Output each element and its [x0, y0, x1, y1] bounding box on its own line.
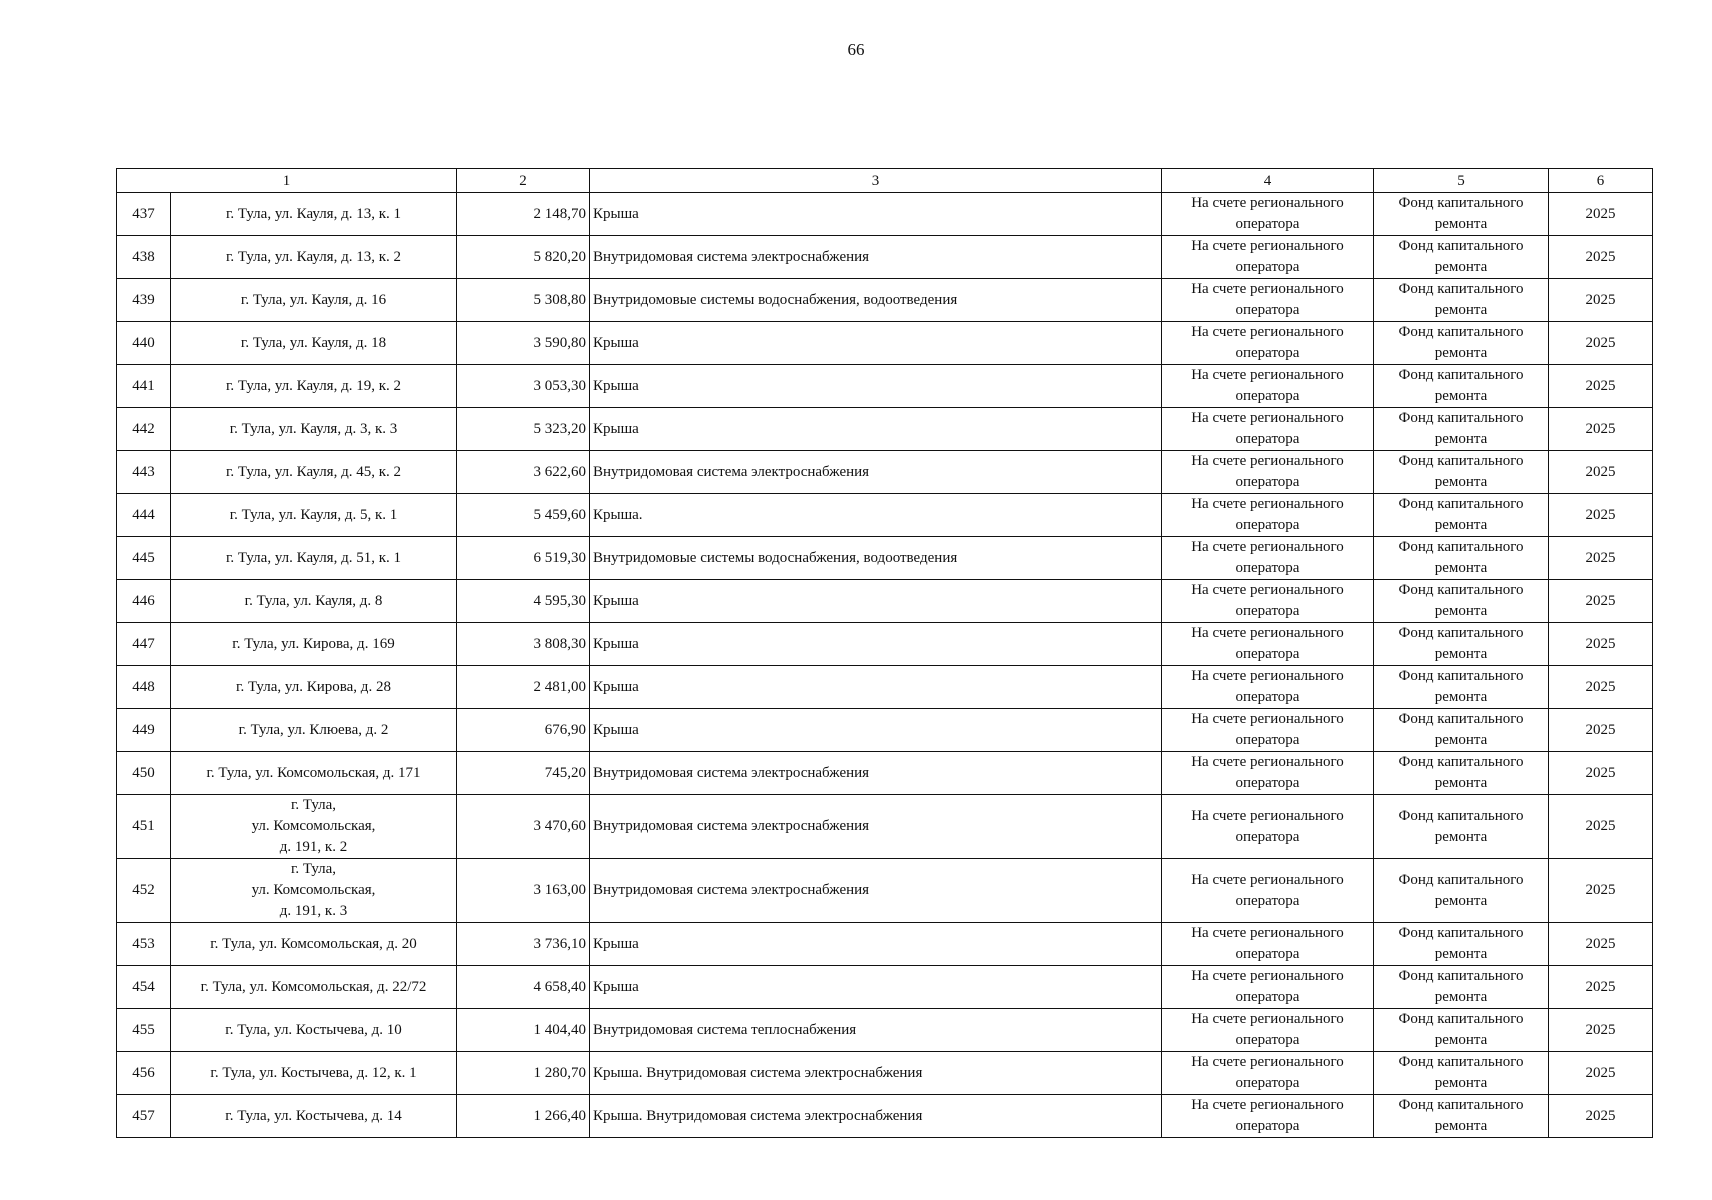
funding-source-cell-line: ремонта [1434, 1075, 1488, 1091]
table-row [117, 859, 1653, 923]
area-cell: 3 053,30 [457, 365, 590, 408]
work-type-cell: Крыша [590, 322, 1162, 365]
funding-source-cell-line: Фонд капитального [1398, 195, 1524, 211]
address-cell [171, 236, 457, 279]
header-cell-1: 1 [117, 169, 457, 193]
address-cell [171, 1009, 457, 1052]
address-cell [171, 752, 457, 795]
area-cell: 1 404,40 [457, 1009, 590, 1052]
account-status-cell-line: оператора [1235, 560, 1300, 576]
account-status-cell-line: На счете регионального [1191, 1054, 1344, 1070]
address-cell-line: г. Тула, ул. Кауля, д. 13, к. 1 [225, 205, 402, 222]
year-cell: 2025 [1549, 752, 1653, 795]
year-cell: 2025 [1549, 451, 1653, 494]
funding-source-cell-line: ремонта [1434, 989, 1488, 1005]
table-row [117, 322, 1653, 365]
account-status-cell-line: На счете регионального [1191, 367, 1344, 383]
account-status-cell-line: оператора [1235, 345, 1300, 361]
address-cell-line: г. Тула, ул. Кирова, д. 28 [236, 678, 391, 695]
address-cell-line: д. 191, к. 2 [279, 839, 348, 855]
year-cell: 2025 [1549, 923, 1653, 966]
header-cell-2: 2 [457, 169, 590, 193]
account-status-cell-line: На счете регионального [1191, 539, 1344, 555]
funding-source-cell-line: ремонта [1434, 828, 1488, 845]
row-number-cell: 456 [117, 1052, 171, 1095]
row-number-cell: 452 [117, 859, 171, 923]
work-type-cell: Крыша. Внутридомовая система электроснабжения [590, 1095, 1162, 1138]
address-cell-line: г. Тула, ул. Комсомольская, д. 22/72 [200, 978, 427, 995]
address-cell [171, 365, 457, 408]
table-body [117, 169, 1653, 1138]
account-status-cell [1162, 236, 1374, 279]
funding-source-cell-line: Фонд капитального [1398, 925, 1524, 941]
area-cell: 5 323,20 [457, 408, 590, 451]
account-status-cell-line: На счете регионального [1191, 754, 1344, 770]
table-row [117, 580, 1653, 623]
account-status-cell [1162, 623, 1374, 666]
table-row [117, 1052, 1653, 1095]
table-row [117, 451, 1653, 494]
account-status-cell [1162, 408, 1374, 451]
year-cell: 2025 [1549, 666, 1653, 709]
address-cell-line: г. Тула, ул. Костычева, д. 10 [225, 1021, 402, 1038]
funding-source-cell-line: Фонд капитального [1398, 754, 1524, 770]
row-number-cell: 440 [117, 322, 171, 365]
account-status-cell [1162, 1095, 1374, 1138]
funding-source-cell-line: ремонта [1434, 603, 1488, 619]
address-cell-line: г. Тула, ул. Кауля, д. 8 [244, 592, 383, 609]
account-status-cell-line: На счете регионального [1191, 807, 1344, 824]
year-cell: 2025 [1549, 966, 1653, 1009]
address-cell [171, 279, 457, 322]
funding-source-cell-line: ремонта [1434, 560, 1488, 576]
work-type-cell: Крыша [590, 580, 1162, 623]
address-cell-line: г. Тула, [290, 797, 337, 813]
year-cell: 2025 [1549, 322, 1653, 365]
funding-source-cell [1374, 494, 1549, 537]
account-status-cell-line: На счете регионального [1191, 410, 1344, 426]
address-cell [171, 193, 457, 236]
funding-source-cell [1374, 365, 1549, 408]
funding-source-cell-line: Фонд капитального [1398, 367, 1524, 383]
table-row [117, 795, 1653, 859]
funding-source-cell [1374, 408, 1549, 451]
table-row [117, 923, 1653, 966]
funding-source-cell-line: ремонта [1434, 345, 1488, 361]
account-status-cell [1162, 494, 1374, 537]
account-status-cell [1162, 537, 1374, 580]
header-row [117, 169, 1653, 193]
address-cell-line: г. Тула, ул. Кауля, д. 45, к. 2 [225, 463, 402, 480]
address-cell-line: г. Тула, ул. Кауля, д. 18 [240, 334, 387, 351]
address-cell [171, 580, 457, 623]
row-number-cell: 451 [117, 795, 171, 859]
funding-source-cell-line: Фонд капитального [1398, 539, 1524, 555]
area-cell: 5 820,20 [457, 236, 590, 279]
account-status-cell-line: оператора [1235, 689, 1300, 705]
year-cell: 2025 [1549, 623, 1653, 666]
account-status-cell-line: оператора [1235, 259, 1300, 275]
area-cell: 4 658,40 [457, 966, 590, 1009]
account-status-cell-line: На счете регионального [1191, 582, 1344, 598]
address-cell [171, 1052, 457, 1095]
work-type-cell: Крыша [590, 408, 1162, 451]
table-row [117, 966, 1653, 1009]
account-status-cell-line: На счете регионального [1191, 668, 1344, 684]
year-cell: 2025 [1549, 1052, 1653, 1095]
work-type-cell: Крыша [590, 623, 1162, 666]
account-status-cell-line: оператора [1235, 216, 1300, 232]
table-row [117, 193, 1653, 236]
funding-source-cell-line: ремонта [1434, 302, 1488, 318]
funding-source-cell [1374, 537, 1549, 580]
account-status-cell [1162, 709, 1374, 752]
funding-source-cell-line: ремонта [1434, 775, 1488, 791]
page-number: 66 [847, 40, 865, 59]
table-row [117, 709, 1653, 752]
funding-source-cell-line: Фонд капитального [1398, 968, 1524, 984]
table-row [117, 494, 1653, 537]
funding-source-cell-line: Фонд капитального [1398, 1097, 1524, 1113]
work-type-cell: Внутридомовая система электроснабжения [590, 795, 1162, 859]
repair-register-table [116, 168, 1653, 1138]
account-status-cell-line: На счете регионального [1191, 968, 1344, 984]
address-cell-line: г. Тула, ул. Кауля, д. 5, к. 1 [229, 506, 398, 523]
area-cell: 4 595,30 [457, 580, 590, 623]
work-type-cell: Внутридомовая система электроснабжения [590, 859, 1162, 923]
table-row [117, 408, 1653, 451]
work-type-cell: Крыша [590, 966, 1162, 1009]
address-cell-line: г. Тула, ул. Кауля, д. 3, к. 3 [229, 420, 398, 437]
funding-source-cell-line: ремонта [1434, 732, 1488, 748]
area-cell: 3 590,80 [457, 322, 590, 365]
funding-source-cell-line: ремонта [1434, 689, 1488, 705]
address-cell [171, 709, 457, 752]
funding-source-cell [1374, 623, 1549, 666]
funding-source-cell-line: ремонта [1434, 431, 1488, 447]
funding-source-cell-line: Фонд капитального [1398, 410, 1524, 426]
table-row [117, 537, 1653, 580]
area-cell: 2 148,70 [457, 193, 590, 236]
account-status-cell-line: оператора [1235, 989, 1300, 1005]
funding-source-cell-line: ремонта [1434, 388, 1488, 404]
area-cell: 745,20 [457, 752, 590, 795]
row-number-cell: 438 [117, 236, 171, 279]
work-type-cell: Крыша [590, 666, 1162, 709]
funding-source-cell-line: ремонта [1434, 946, 1488, 962]
address-cell-line: г. Тула, ул. Костычева, д. 12, к. 1 [210, 1064, 417, 1081]
row-number-cell: 450 [117, 752, 171, 795]
account-status-cell-line: оператора [1235, 517, 1300, 533]
header-cell-4: 4 [1162, 169, 1374, 193]
table-row [117, 1095, 1653, 1138]
account-status-cell-line: оператора [1235, 1118, 1300, 1134]
header-cell-6: 6 [1549, 169, 1653, 193]
account-status-cell-line: На счете регионального [1191, 925, 1344, 941]
row-number-cell: 457 [117, 1095, 171, 1138]
funding-source-cell-line: ремонта [1434, 1118, 1488, 1134]
funding-source-cell-line: ремонта [1434, 892, 1488, 909]
area-cell: 3 808,30 [457, 623, 590, 666]
funding-source-cell-line: Фонд капитального [1398, 281, 1524, 297]
account-status-cell [1162, 193, 1374, 236]
funding-source-cell [1374, 923, 1549, 966]
funding-source-cell-line: Фонд капитального [1398, 668, 1524, 684]
table-row [117, 365, 1653, 408]
row-number-cell: 454 [117, 966, 171, 1009]
address-cell-line: г. Тула, ул. Комсомольская, д. 171 [206, 764, 421, 781]
account-status-cell-line: оператора [1235, 302, 1300, 318]
address-cell [171, 494, 457, 537]
row-number-cell: 447 [117, 623, 171, 666]
address-cell-line: ул. Комсомольская, [251, 882, 376, 898]
work-type-cell: Внутридомовые системы водоснабжения, водоотведения [590, 279, 1162, 322]
account-status-cell-line: На счете регионального [1191, 871, 1344, 888]
funding-source-cell-line: Фонд капитального [1398, 324, 1524, 340]
area-cell: 1 280,70 [457, 1052, 590, 1095]
funding-source-cell [1374, 752, 1549, 795]
account-status-cell-line: На счете регионального [1191, 711, 1344, 727]
address-cell [171, 451, 457, 494]
year-cell: 2025 [1549, 193, 1653, 236]
account-status-cell-line: На счете регионального [1191, 496, 1344, 512]
work-type-cell: Внутридомовые системы водоснабжения, водоотведения [590, 537, 1162, 580]
work-type-cell: Крыша [590, 365, 1162, 408]
account-status-cell-line: оператора [1235, 732, 1300, 748]
account-status-cell-line: На счете регионального [1191, 1097, 1344, 1113]
funding-source-cell [1374, 709, 1549, 752]
year-cell: 2025 [1549, 580, 1653, 623]
area-cell: 3 736,10 [457, 923, 590, 966]
address-cell-line: г. Тула, ул. Кауля, д. 16 [240, 291, 387, 308]
funding-source-cell [1374, 666, 1549, 709]
funding-source-cell-line: ремонта [1434, 216, 1488, 232]
address-cell-line: г. Тула, ул. Комсомольская, д. 20 [210, 935, 417, 952]
account-status-cell-line: На счете регионального [1191, 281, 1344, 297]
account-status-cell [1162, 923, 1374, 966]
table-row [117, 623, 1653, 666]
row-number-cell: 439 [117, 279, 171, 322]
funding-source-cell-line: Фонд капитального [1398, 496, 1524, 512]
funding-source-cell [1374, 279, 1549, 322]
funding-source-cell [1374, 966, 1549, 1009]
work-type-cell: Крыша. Внутридомовая система электроснабжения [590, 1052, 1162, 1095]
address-cell-line: г. Тула, ул. Кауля, д. 13, к. 2 [225, 248, 402, 265]
address-cell [171, 322, 457, 365]
account-status-cell-line: На счете регионального [1191, 625, 1344, 641]
funding-source-cell-line: ремонта [1434, 474, 1488, 490]
row-number-cell: 445 [117, 537, 171, 580]
table-row [117, 236, 1653, 279]
funding-source-cell-line: Фонд капитального [1398, 582, 1524, 598]
area-cell: 6 519,30 [457, 537, 590, 580]
account-status-cell [1162, 1052, 1374, 1095]
funding-source-cell-line: Фонд капитального [1398, 871, 1524, 888]
header-cell-3: 3 [590, 169, 1162, 193]
funding-source-cell [1374, 1052, 1549, 1095]
header-cell-5: 5 [1374, 169, 1549, 193]
year-cell: 2025 [1549, 494, 1653, 537]
year-cell: 2025 [1549, 1095, 1653, 1138]
account-status-cell-line: оператора [1235, 1032, 1300, 1048]
account-status-cell-line: оператора [1235, 431, 1300, 447]
row-number-cell: 444 [117, 494, 171, 537]
area-cell: 2 481,00 [457, 666, 590, 709]
address-cell [171, 408, 457, 451]
account-status-cell [1162, 666, 1374, 709]
funding-source-cell-line: Фонд капитального [1398, 453, 1524, 469]
account-status-cell-line: оператора [1235, 775, 1300, 791]
work-type-cell: Внутридомовая система теплоснабжения [590, 1009, 1162, 1052]
funding-source-cell-line: Фонд капитального [1398, 711, 1524, 727]
account-status-cell [1162, 451, 1374, 494]
year-cell: 2025 [1549, 709, 1653, 752]
funding-source-cell [1374, 322, 1549, 365]
account-status-cell [1162, 966, 1374, 1009]
funding-source-cell-line: Фонд капитального [1398, 238, 1524, 254]
area-cell: 676,90 [457, 709, 590, 752]
account-status-cell-line: оператора [1235, 603, 1300, 619]
address-cell-line: г. Тула, ул. Кирова, д. 169 [232, 635, 395, 652]
address-cell-line: ул. Комсомольская, [251, 818, 376, 834]
funding-source-cell-line: ремонта [1434, 1032, 1488, 1048]
account-status-cell-line: оператора [1235, 828, 1300, 845]
funding-source-cell [1374, 580, 1549, 623]
funding-source-cell-line: Фонд капитального [1398, 1054, 1524, 1070]
area-cell: 3 163,00 [457, 859, 590, 923]
funding-source-cell [1374, 193, 1549, 236]
area-cell: 1 266,40 [457, 1095, 590, 1138]
account-status-cell [1162, 322, 1374, 365]
year-cell: 2025 [1549, 236, 1653, 279]
row-number-cell: 455 [117, 1009, 171, 1052]
account-status-cell-line: На счете регионального [1191, 324, 1344, 340]
address-cell [171, 666, 457, 709]
year-cell: 2025 [1549, 408, 1653, 451]
address-cell-line: г. Тула, [290, 861, 337, 877]
address-cell [171, 966, 457, 1009]
funding-source-cell-line: Фонд капитального [1398, 1011, 1524, 1027]
funding-source-cell-line: ремонта [1434, 646, 1488, 662]
funding-source-cell [1374, 1009, 1549, 1052]
account-status-cell-line: оператора [1235, 474, 1300, 490]
area-cell: 5 459,60 [457, 494, 590, 537]
address-cell-line: г. Тула, ул. Клюева, д. 2 [238, 721, 389, 738]
account-status-cell-line: оператора [1235, 388, 1300, 404]
funding-source-cell-line: ремонта [1434, 259, 1488, 275]
account-status-cell-line: На счете регионального [1191, 238, 1344, 254]
account-status-cell [1162, 752, 1374, 795]
year-cell: 2025 [1549, 795, 1653, 859]
year-cell: 2025 [1549, 279, 1653, 322]
address-cell [171, 537, 457, 580]
funding-source-cell [1374, 859, 1549, 923]
table-row [117, 666, 1653, 709]
row-number-cell: 449 [117, 709, 171, 752]
account-status-cell [1162, 795, 1374, 859]
account-status-cell-line: оператора [1235, 646, 1300, 662]
funding-source-cell-line: Фонд капитального [1398, 625, 1524, 641]
year-cell: 2025 [1549, 537, 1653, 580]
area-cell: 5 308,80 [457, 279, 590, 322]
account-status-cell-line: На счете регионального [1191, 1011, 1344, 1027]
funding-source-cell-line: ремонта [1434, 517, 1488, 533]
account-status-cell-line: оператора [1235, 892, 1300, 909]
funding-source-cell-line: Фонд капитального [1398, 807, 1524, 824]
account-status-cell-line: На счете регионального [1191, 453, 1344, 469]
year-cell: 2025 [1549, 859, 1653, 923]
table-row [117, 752, 1653, 795]
work-type-cell: Крыша [590, 923, 1162, 966]
table-row [117, 1009, 1653, 1052]
account-status-cell [1162, 1009, 1374, 1052]
row-number-cell: 443 [117, 451, 171, 494]
row-number-cell: 437 [117, 193, 171, 236]
address-cell-line: д. 191, к. 3 [279, 903, 348, 919]
work-type-cell: Внутридомовая система электроснабжения [590, 236, 1162, 279]
year-cell: 2025 [1549, 365, 1653, 408]
row-number-cell: 442 [117, 408, 171, 451]
funding-source-cell [1374, 236, 1549, 279]
row-number-cell: 453 [117, 923, 171, 966]
address-cell [171, 1095, 457, 1138]
address-cell-line: г. Тула, ул. Костычева, д. 14 [225, 1107, 402, 1124]
address-cell [171, 623, 457, 666]
funding-source-cell [1374, 1095, 1549, 1138]
address-cell [171, 923, 457, 966]
year-cell: 2025 [1549, 1009, 1653, 1052]
work-type-cell: Крыша. [590, 494, 1162, 537]
account-status-cell [1162, 580, 1374, 623]
account-status-cell-line: оператора [1235, 946, 1300, 962]
row-number-cell: 448 [117, 666, 171, 709]
account-status-cell [1162, 859, 1374, 923]
funding-source-cell [1374, 451, 1549, 494]
address-cell-line: г. Тула, ул. Кауля, д. 51, к. 1 [225, 549, 402, 566]
work-type-cell: Крыша [590, 193, 1162, 236]
account-status-cell [1162, 279, 1374, 322]
table-row [117, 279, 1653, 322]
account-status-cell [1162, 365, 1374, 408]
account-status-cell-line: оператора [1235, 1075, 1300, 1091]
work-type-cell: Внутридомовая система электроснабжения [590, 752, 1162, 795]
account-status-cell-line: На счете регионального [1191, 195, 1344, 211]
area-cell: 3 622,60 [457, 451, 590, 494]
area-cell: 3 470,60 [457, 795, 590, 859]
work-type-cell: Крыша [590, 709, 1162, 752]
row-number-cell: 441 [117, 365, 171, 408]
address-cell-line: г. Тула, ул. Кауля, д. 19, к. 2 [225, 377, 402, 394]
funding-source-cell [1374, 795, 1549, 859]
work-type-cell: Внутридомовая система электроснабжения [590, 451, 1162, 494]
address-cell [171, 859, 457, 923]
address-cell [171, 795, 457, 859]
row-number-cell: 446 [117, 580, 171, 623]
